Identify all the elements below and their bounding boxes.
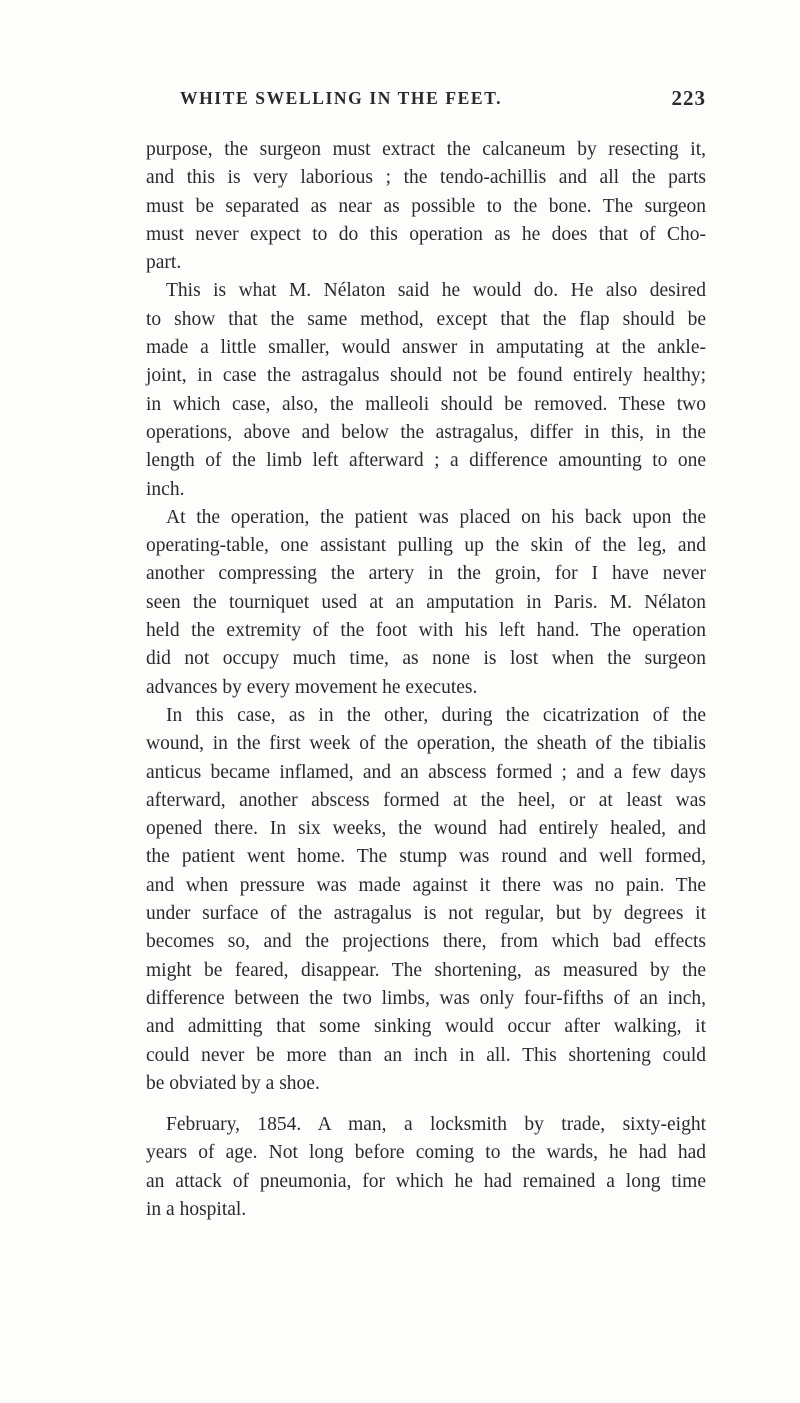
text-line: opened there. In six weeks, the wound had entirely healed, and	[146, 818, 706, 840]
text-line: an attack of pneumonia, for which he had remained a long time	[146, 1170, 706, 1192]
text-line: part.	[146, 252, 182, 274]
text-line: in a hospital.	[146, 1198, 247, 1220]
text-line: purpose, the surgeon must extract the calcaneum by resecting it,	[146, 139, 706, 160]
text-line: be obviated by a shoe.	[146, 1072, 320, 1094]
paragraph	[146, 277, 706, 503]
text-line: and when pressure was made against it there was no pain. The	[146, 874, 706, 896]
text-line: under surface of the astragalus is not regular, but by degrees it	[146, 903, 706, 925]
running-title: WHITE SWELLING IN THE FEET.	[180, 88, 503, 108]
paragraph	[146, 1111, 706, 1224]
text-line: joint, in case the astragalus should not be found entirely healthy;	[146, 365, 706, 387]
text-line: years of age. Not long before coming to the wards, he had had	[146, 1142, 706, 1164]
text-line: did not occupy much time, as none is lost when the surgeon	[146, 648, 706, 670]
text-line: to show that the same method, except that the flap should be	[146, 308, 706, 330]
text-line: In this case, as in the other, during the cicatrization of the	[166, 704, 706, 726]
paragraph	[146, 136, 706, 277]
text-line: anticus became inflamed, and an abscess formed ; and a few days	[146, 761, 706, 783]
text-line: held the extremity of the foot with his left hand. The operation	[146, 620, 706, 642]
text-line: advances by every movement he executes.	[146, 676, 478, 698]
text-line: becomes so, and the projections there, from which bad effects	[146, 931, 706, 953]
text-line: February, 1854. A man, a locksmith by trade, sixty-eight	[166, 1114, 706, 1136]
text-line: in which case, also, the malleoli should be removed. These two	[146, 393, 706, 415]
text-line: wound, in the first week of the operation, the sheath of the tibialis	[146, 733, 706, 755]
text-line: length of the limb left afterward ; a difference amounting to one	[146, 450, 706, 472]
page-number: 223	[671, 86, 706, 110]
text-line: another compressing the artery in the groin, for I have never	[146, 563, 706, 585]
text-line: seen the tourniquet used at an amputation in Paris. M. Nélaton	[146, 591, 706, 613]
text-line: the patient went home. The stump was round and well formed,	[146, 846, 706, 868]
text-line: could never be more than an inch in all. This shortening could	[146, 1044, 706, 1066]
text-line: inch.	[146, 478, 185, 500]
text-line: must be separated as near as possible to the bone. The surgeon	[146, 195, 706, 217]
text-line: must never expect to do this operation as he does that of Cho-	[146, 223, 706, 245]
text-line: and this is very laborious ; the tendo-achillis and all the parts	[146, 167, 706, 189]
text-line: operations, above and below the astragalus, differ in this, in the	[146, 421, 706, 443]
body-text	[146, 136, 706, 1224]
text-line: This is what M. Nélaton said he would do. He also desired	[166, 280, 706, 302]
paragraph	[146, 702, 706, 1098]
text-line: and admitting that some sinking would occur after walking, it	[146, 1016, 706, 1038]
text-line: made a little smaller, would answer in amputating at the ankle-	[146, 337, 706, 359]
section-gap	[146, 1098, 706, 1111]
text-line: afterward, another abscess formed at the heel, or at least was	[146, 789, 706, 811]
running-head	[146, 88, 706, 112]
text-line: might be feared, disappear. The shortening, as measured by the	[146, 959, 706, 981]
text-line: At the operation, the patient was placed on his back upon the	[166, 506, 706, 528]
text-line: operating-table, one assistant pulling up the skin of the leg, and	[146, 535, 706, 557]
paragraph	[146, 504, 706, 702]
text-line: difference between the two limbs, was only four-fifths of an inch,	[146, 987, 706, 1009]
